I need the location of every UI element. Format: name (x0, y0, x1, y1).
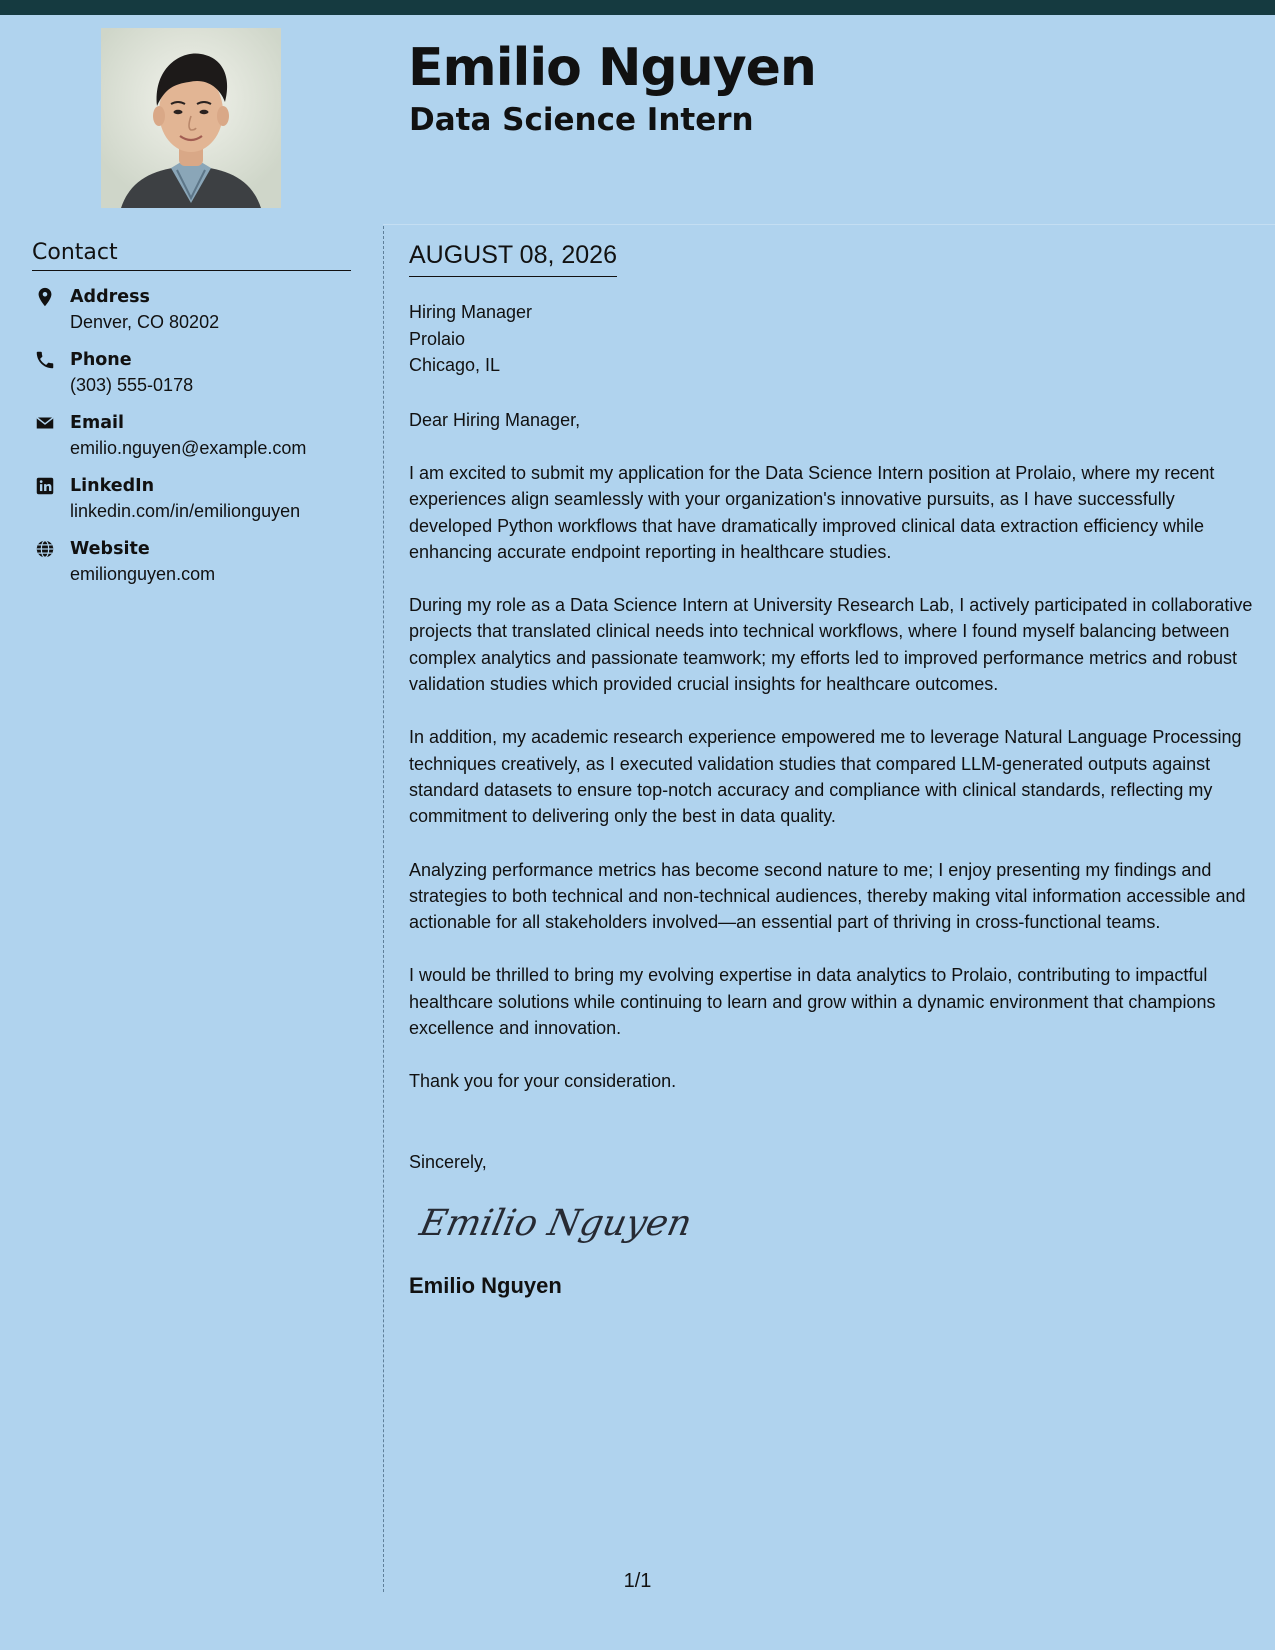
closing: Sincerely, (409, 1151, 487, 1172)
contact-heading: Contact (32, 240, 351, 271)
recipient-line: Hiring Manager (409, 302, 533, 322)
signed-name: Emilio Nguyen (409, 1273, 562, 1299)
contact-item-website (32, 537, 351, 600)
email-link[interactable]: emilio.nguyen@example.com (70, 438, 307, 459)
contact-item-address (32, 285, 351, 348)
phone-icon (34, 349, 56, 371)
recipient-block (409, 299, 1254, 379)
contact-value: (303) 555-0178 (70, 375, 194, 396)
greeting: Dear Hiring Manager, (409, 409, 581, 430)
linkedin-link[interactable]: linkedin.com/in/emilionguyen (70, 501, 301, 522)
letter-paragraph: During my role as a Data Science Intern at University Research Lab, I actively participated in collaborative projects that translated clinical needs into technical workflows, where I found myself balancing between complex analytics and passionate teamwork; my efforts led to improved performance metrics and robust validation studies which provided crucial insights for healthcare outcomes. (409, 595, 1253, 695)
contact-item-linkedin (32, 474, 351, 537)
recipient-line: Prolaio (409, 328, 466, 349)
letter-body (409, 240, 1254, 1300)
letter-paragraph: Thank you for your consideration. (409, 1071, 677, 1092)
letter-paragraph: I would be thrilled to bring my evolving expertise in data analytics to Prolaio, contributing to impactful healthcare solutions while continuing to learn and grow within a dynamic environment that champions excellence and innovation. (409, 965, 1216, 1039)
applicant-title: Data Science Intern (409, 102, 754, 138)
signature-image (416, 1193, 696, 1253)
avatar (101, 28, 281, 208)
contact-item-phone (32, 348, 351, 411)
letter-paragraph: I am excited to submit my application for the Data Science Intern position at Prolaio, where my recent experiences align seamlessly with your organization's innovative pursuits, as I have successfully developed Python workflows that have dramatically improved clinical data extraction efficiency while enhancing accurate endpoint reporting in healthcare studies. (409, 463, 1215, 562)
letter-paragraph: Analyzing performance metrics has become second nature to me; I enjoy presenting my findings and strategies to both technical and non-technical audiences, thereby making vital information accessible and actionable for all stakeholders involved—an essential part of thriving in cross-functional teams. (409, 859, 1246, 933)
envelope-icon (34, 412, 56, 434)
contact-label: Phone (70, 350, 132, 371)
page-number: 1/1 (623, 1570, 652, 1592)
map-pin-icon (34, 286, 56, 308)
contact-label: Website (70, 539, 150, 560)
applicant-name: Emilio Nguyen (408, 38, 816, 98)
top-accent-bar (0, 0, 1275, 15)
contact-list (32, 285, 351, 600)
contact-label: Email (70, 413, 124, 434)
contact-label: LinkedIn (70, 476, 155, 497)
contact-sidebar (32, 240, 351, 600)
globe-icon (34, 538, 56, 560)
website-link[interactable]: emilionguyen.com (70, 564, 216, 585)
letter-paragraph: In addition, my academic research experience empowered me to leverage Natural Language Processing techniques creatively, as I executed validation studies that compared LLM-generated outputs against standard datasets to ensure top-notch accuracy and compliance with clinical standards, reflecting my commitment to delivering only the best in data quality. (409, 727, 1242, 827)
signature-text: Emilio Nguyen (416, 1201, 696, 1245)
column-divider (383, 226, 384, 1592)
contact-label: Address (70, 287, 150, 308)
linkedin-icon (34, 475, 56, 497)
recipient-line: Chicago, IL (409, 355, 501, 375)
header-divider (383, 224, 1275, 225)
contact-item-email (32, 411, 351, 474)
contact-value: Denver, CO 80202 (70, 312, 220, 333)
letter-date: AUGUST 08, 2026 (409, 240, 617, 277)
